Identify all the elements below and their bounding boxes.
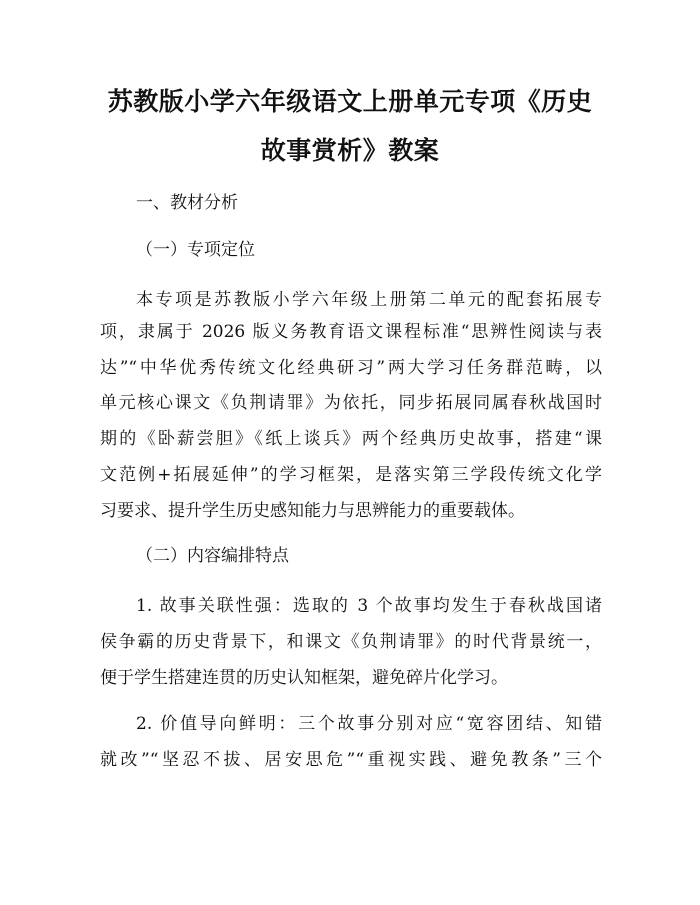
- paragraph-line: 达”“中华优秀传统文化经典研习”两大学习任务群范畴，以: [100, 358, 602, 378]
- paragraph-line: 文范例+拓展延伸”的学习框架，是落实第三学段传统文化学: [100, 465, 602, 485]
- paragraph-line-last: 习要求、提升学生历史感知能力与思辨能力的重要载体。: [100, 501, 525, 521]
- subsection-heading-arrangement: （二）内容编排特点: [136, 546, 289, 566]
- paragraph-line: 期的《卧薪尝胆》《纸上谈兵》两个经典历史故事，搭建“课: [100, 429, 602, 449]
- paragraph-line: 单元核心课文《负荆请罪》为依托，同步拓展同属春秋战国时: [100, 393, 602, 413]
- list-item-line: 2. 价值导向鲜明：三个故事分别对应“宽容团结、知错: [136, 714, 602, 734]
- list-item-line: 就改”“坚忍不拔、居安思危”“重视实践、避免教条”三个: [100, 750, 602, 770]
- paragraph-line: 本专项是苏教版小学六年级上册第二单元的配套拓展专: [136, 290, 602, 310]
- document-title-line-1: 苏教版小学六年级语文上册单元专项《历史: [107, 87, 593, 116]
- list-item-line: 侯争霸的历史背景下，和课文《负荆请罪》的时代背景统一，: [100, 632, 602, 652]
- list-item-line: 1. 故事关联性强：选取的 3 个故事均发生于春秋战国诸: [136, 596, 602, 616]
- document-title-line-2: 故事赏析》教案: [260, 136, 440, 165]
- list-item-line-last: 便于学生搭建连贯的历史认知框架，避免碎片化学习。: [100, 668, 508, 688]
- paragraph-line: 项，隶属于 2026 版义务教育语文课程标准“思辨性阅读与表: [100, 322, 602, 342]
- section-heading-textbook-analysis: 一、教材分析: [136, 193, 238, 213]
- subsection-heading-positioning: （一）专项定位: [136, 240, 255, 260]
